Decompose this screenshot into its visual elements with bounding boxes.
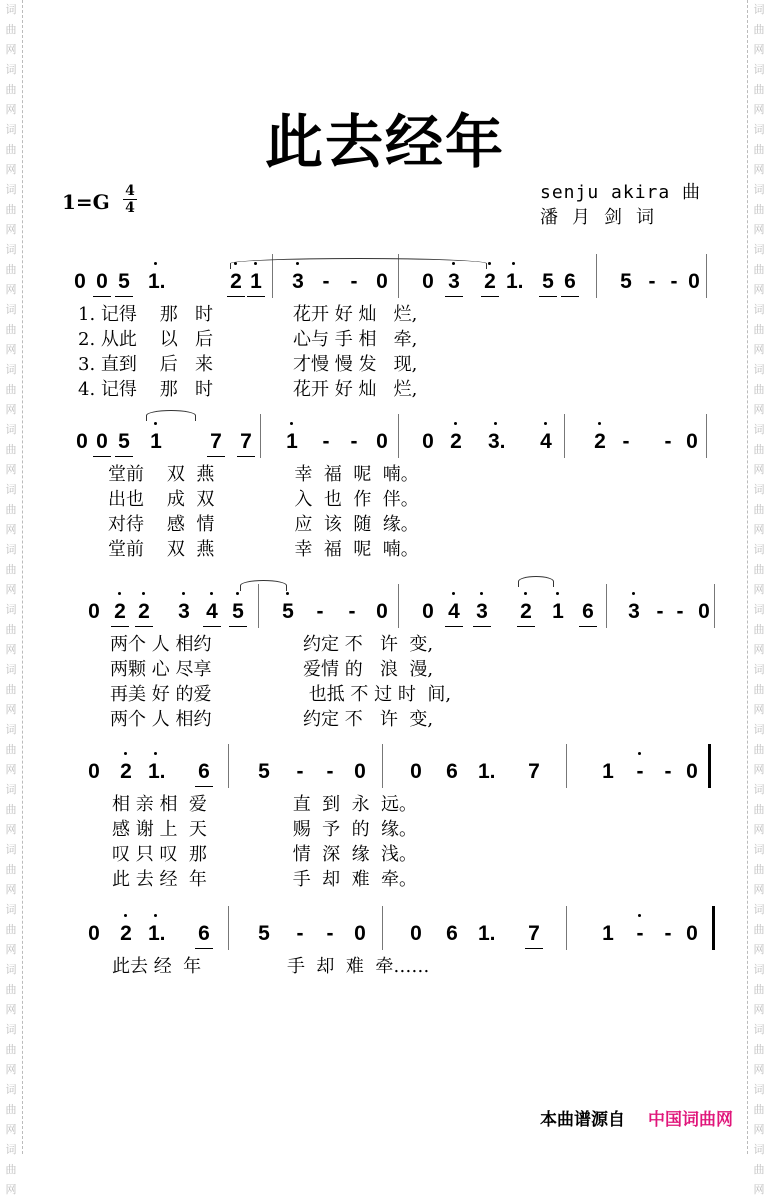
lyric-line: 两个 人 相约 约定 不 许 变, [110,634,434,655]
barline [606,584,607,628]
note: 1. [148,760,164,784]
note: 5 [230,600,246,624]
watermark-text: 词 曲 网 [5,963,17,1016]
note: 2 [518,600,534,624]
watermark-text: 词 曲 网 [5,603,17,656]
note: 0 [410,922,422,945]
composer-credit: senju akira 曲 [540,182,702,203]
note: - [348,600,356,623]
barline [398,414,399,458]
time-signature [123,184,137,215]
time-top: 4 [125,183,135,199]
note: 0 [354,922,366,945]
note: 0 [76,430,88,453]
barline [398,584,399,628]
note: 2 [136,600,152,624]
slur-mark [230,258,487,269]
watermark-text: 词 曲 网 [753,63,765,116]
watermark-text: 词 曲 网 [753,843,765,896]
note: - [322,270,330,293]
lyric-line: 堂前 双 燕 幸 福 呢 喃。 [108,539,419,560]
watermark-text: 词 曲 网 [753,963,765,1016]
note: 2 [118,922,134,946]
watermark-text: 词 曲 网 [753,663,765,716]
note: - [296,760,304,783]
note: 2 [592,430,608,454]
note: 5 [258,760,270,783]
barline [596,254,597,298]
final-barline [712,906,715,950]
note: 5 [620,270,632,293]
lyric-line: 两颗 心 尽享 爱情 的 浪 漫, [110,659,434,680]
watermark-text: 词 曲 网 [5,1083,17,1136]
watermark-text: 词 曲 网 [753,1023,765,1076]
lyric-line: 3. 直到 后 来 才慢 慢 发 现, [78,354,418,375]
barline [260,414,261,458]
note: 1 [602,760,614,783]
watermark-text: 词 曲 网 [753,603,765,656]
note: 5 [116,430,132,454]
watermark-text: 词 曲 网 [5,783,17,836]
note: 6 [196,760,212,784]
note: 2 [118,760,134,784]
lyric-line: 2. 从此 以 后 心与 手 相 牵, [78,329,418,350]
note: 0 [376,430,388,453]
barline [566,744,567,788]
slur-mark [146,410,196,421]
song-title: 此去经年 [264,108,505,176]
note: 6 [446,760,458,783]
barline [228,744,229,788]
note: - [632,760,648,784]
watermark-text: 词 曲 网 [5,63,17,116]
note: 6 [446,922,458,945]
note: - [296,922,304,945]
note: 4 [204,600,220,624]
watermark-text: 词 曲 网 [753,723,765,776]
note: - [632,922,648,946]
slur-mark [240,580,287,591]
note: 6 [580,600,596,624]
note: 1. [148,270,164,294]
watermark-text: 词 曲 网 [5,243,17,296]
slur-mark [518,576,554,587]
note: - [622,430,630,453]
note: 0 [74,270,86,293]
note: - [326,760,334,783]
watermark-text: 词 曲 网 [753,123,765,176]
note: 2 [228,270,244,294]
watermark-text: 词 曲 网 [753,783,765,836]
note: - [316,600,324,623]
barline [706,254,707,298]
lyric-line: 出也 成 双 入 也 作 伴。 [108,489,419,510]
lyric-line: 再美 好 的爱 也抵 不 过 时 间, [110,684,452,705]
watermark-text: 词 曲 网 [5,423,17,476]
watermark-text: 词 曲 网 [5,1143,17,1196]
note: 5 [116,270,132,294]
watermark-text: 词 曲 网 [753,543,765,596]
watermark-text: 词 曲 网 [5,363,17,416]
note: - [350,270,358,293]
note: - [322,430,330,453]
note: 0 [686,922,698,945]
note: 0 [422,270,434,293]
note: 0 [410,760,422,783]
note: 0 [422,430,434,453]
note: 0 [94,270,110,294]
lyric-line: 1. 记得 那 时 花开 好 灿 烂, [78,304,418,325]
final-barline [708,744,711,788]
watermark-text: 词 曲 网 [5,723,17,776]
barline [714,584,715,628]
note: 5 [280,600,296,624]
note: 1 [248,270,264,294]
note: 0 [354,760,366,783]
lyric-line: 此 去 经 年 手 却 难 牵。 [112,869,418,890]
watermark-text: 词 曲 网 [753,903,765,956]
note: - [670,270,678,293]
note: 0 [686,430,698,453]
note: 2 [482,270,498,294]
note: 7 [528,760,540,783]
watermark-text: 词 曲 网 [753,1083,765,1136]
note: 3 [474,600,490,624]
watermark-text: 词 曲 网 [5,3,17,56]
note: 0 [376,600,388,623]
watermark-text: 词 曲 网 [753,423,765,476]
lyricist-credit: 潘月剑词 [540,207,668,228]
note: 3 [176,600,192,624]
note: - [664,922,672,945]
note: 3 [446,270,462,294]
lyric-line: 堂前 双 燕 幸 福 呢 喃。 [108,464,419,485]
note: - [648,270,656,293]
watermark-text: 词 曲 网 [753,303,765,356]
note: 0 [698,600,710,623]
note: 0 [688,270,700,293]
note: 1 [148,430,164,454]
note: 0 [422,600,434,623]
watermark-text: 词 曲 网 [753,243,765,296]
note: 3. [488,430,504,454]
note: - [350,430,358,453]
note: 0 [88,600,100,623]
note: 7 [238,430,254,454]
note: 5 [258,922,270,945]
note: 2 [448,430,464,454]
note: 1. [478,922,496,945]
watermark-text: 词 曲 网 [5,1023,17,1076]
lyric-line: 两个 人 相约 约定 不 许 变, [110,709,434,730]
lyric-line: 相 亲 相 爱 直 到 永 远。 [112,794,418,815]
barline [382,906,383,950]
lyric-line: 叹 只 叹 那 情 深 缘 浅。 [112,844,418,865]
watermark-text: 词 曲 网 [5,843,17,896]
note: 0 [686,760,698,783]
barline [382,744,383,788]
watermark-text: 词 曲 网 [753,363,765,416]
watermark-text: 词 曲 网 [5,123,17,176]
watermark-text: 词 曲 网 [5,303,17,356]
lyric-line: 此去 经 年 手 却 难 牵…… [112,956,430,977]
watermark-text: 词 曲 网 [753,1143,765,1196]
watermark-text: 词 曲 网 [5,903,17,956]
note: 5 [540,270,556,294]
barline [566,906,567,950]
time-bottom: 4 [125,200,135,216]
note: 6 [196,922,212,946]
note: 0 [376,270,388,293]
note: - [676,600,684,623]
note: - [664,430,672,453]
note: 6 [562,270,578,294]
barline [706,414,707,458]
watermark-text: 词 曲 网 [5,483,17,536]
note: 3 [290,270,306,294]
lyric-line: 4. 记得 那 时 花开 好 灿 烂, [78,379,418,400]
note: 4 [446,600,462,624]
note: - [664,760,672,783]
note: - [656,600,664,623]
lyric-line: 对待 感 情 应 该 随 缘。 [108,514,419,535]
watermark-text: 词 曲 网 [753,3,765,56]
source-label: 本曲谱源自 [540,1110,625,1130]
note: 4 [538,430,554,454]
note: 3 [626,600,642,624]
note: 7 [208,430,224,454]
note: 1. [478,760,496,783]
note: 1. [148,922,164,946]
note: 1. [506,270,522,294]
site-name-link[interactable]: 中国词曲网 [648,1110,733,1130]
watermark-text: 词 曲 网 [753,183,765,236]
barline [564,414,565,458]
watermark-text: 词 曲 网 [753,483,765,536]
note: 1 [550,600,566,624]
watermark-text: 词 曲 网 [5,663,17,716]
note: 1 [284,430,300,454]
note: 7 [526,922,542,946]
note: - [326,922,334,945]
note: 0 [94,430,110,454]
key-signature: 1=G [62,190,110,214]
note: 1 [602,922,614,945]
watermark-text: 词 曲 网 [5,543,17,596]
watermark-text: 词 曲 网 [5,183,17,236]
lyric-line: 感 谢 上 天 赐 予 的 缘。 [112,819,418,840]
barline [228,906,229,950]
note: 0 [88,760,100,783]
note: 2 [112,600,128,624]
note: 0 [88,922,100,945]
